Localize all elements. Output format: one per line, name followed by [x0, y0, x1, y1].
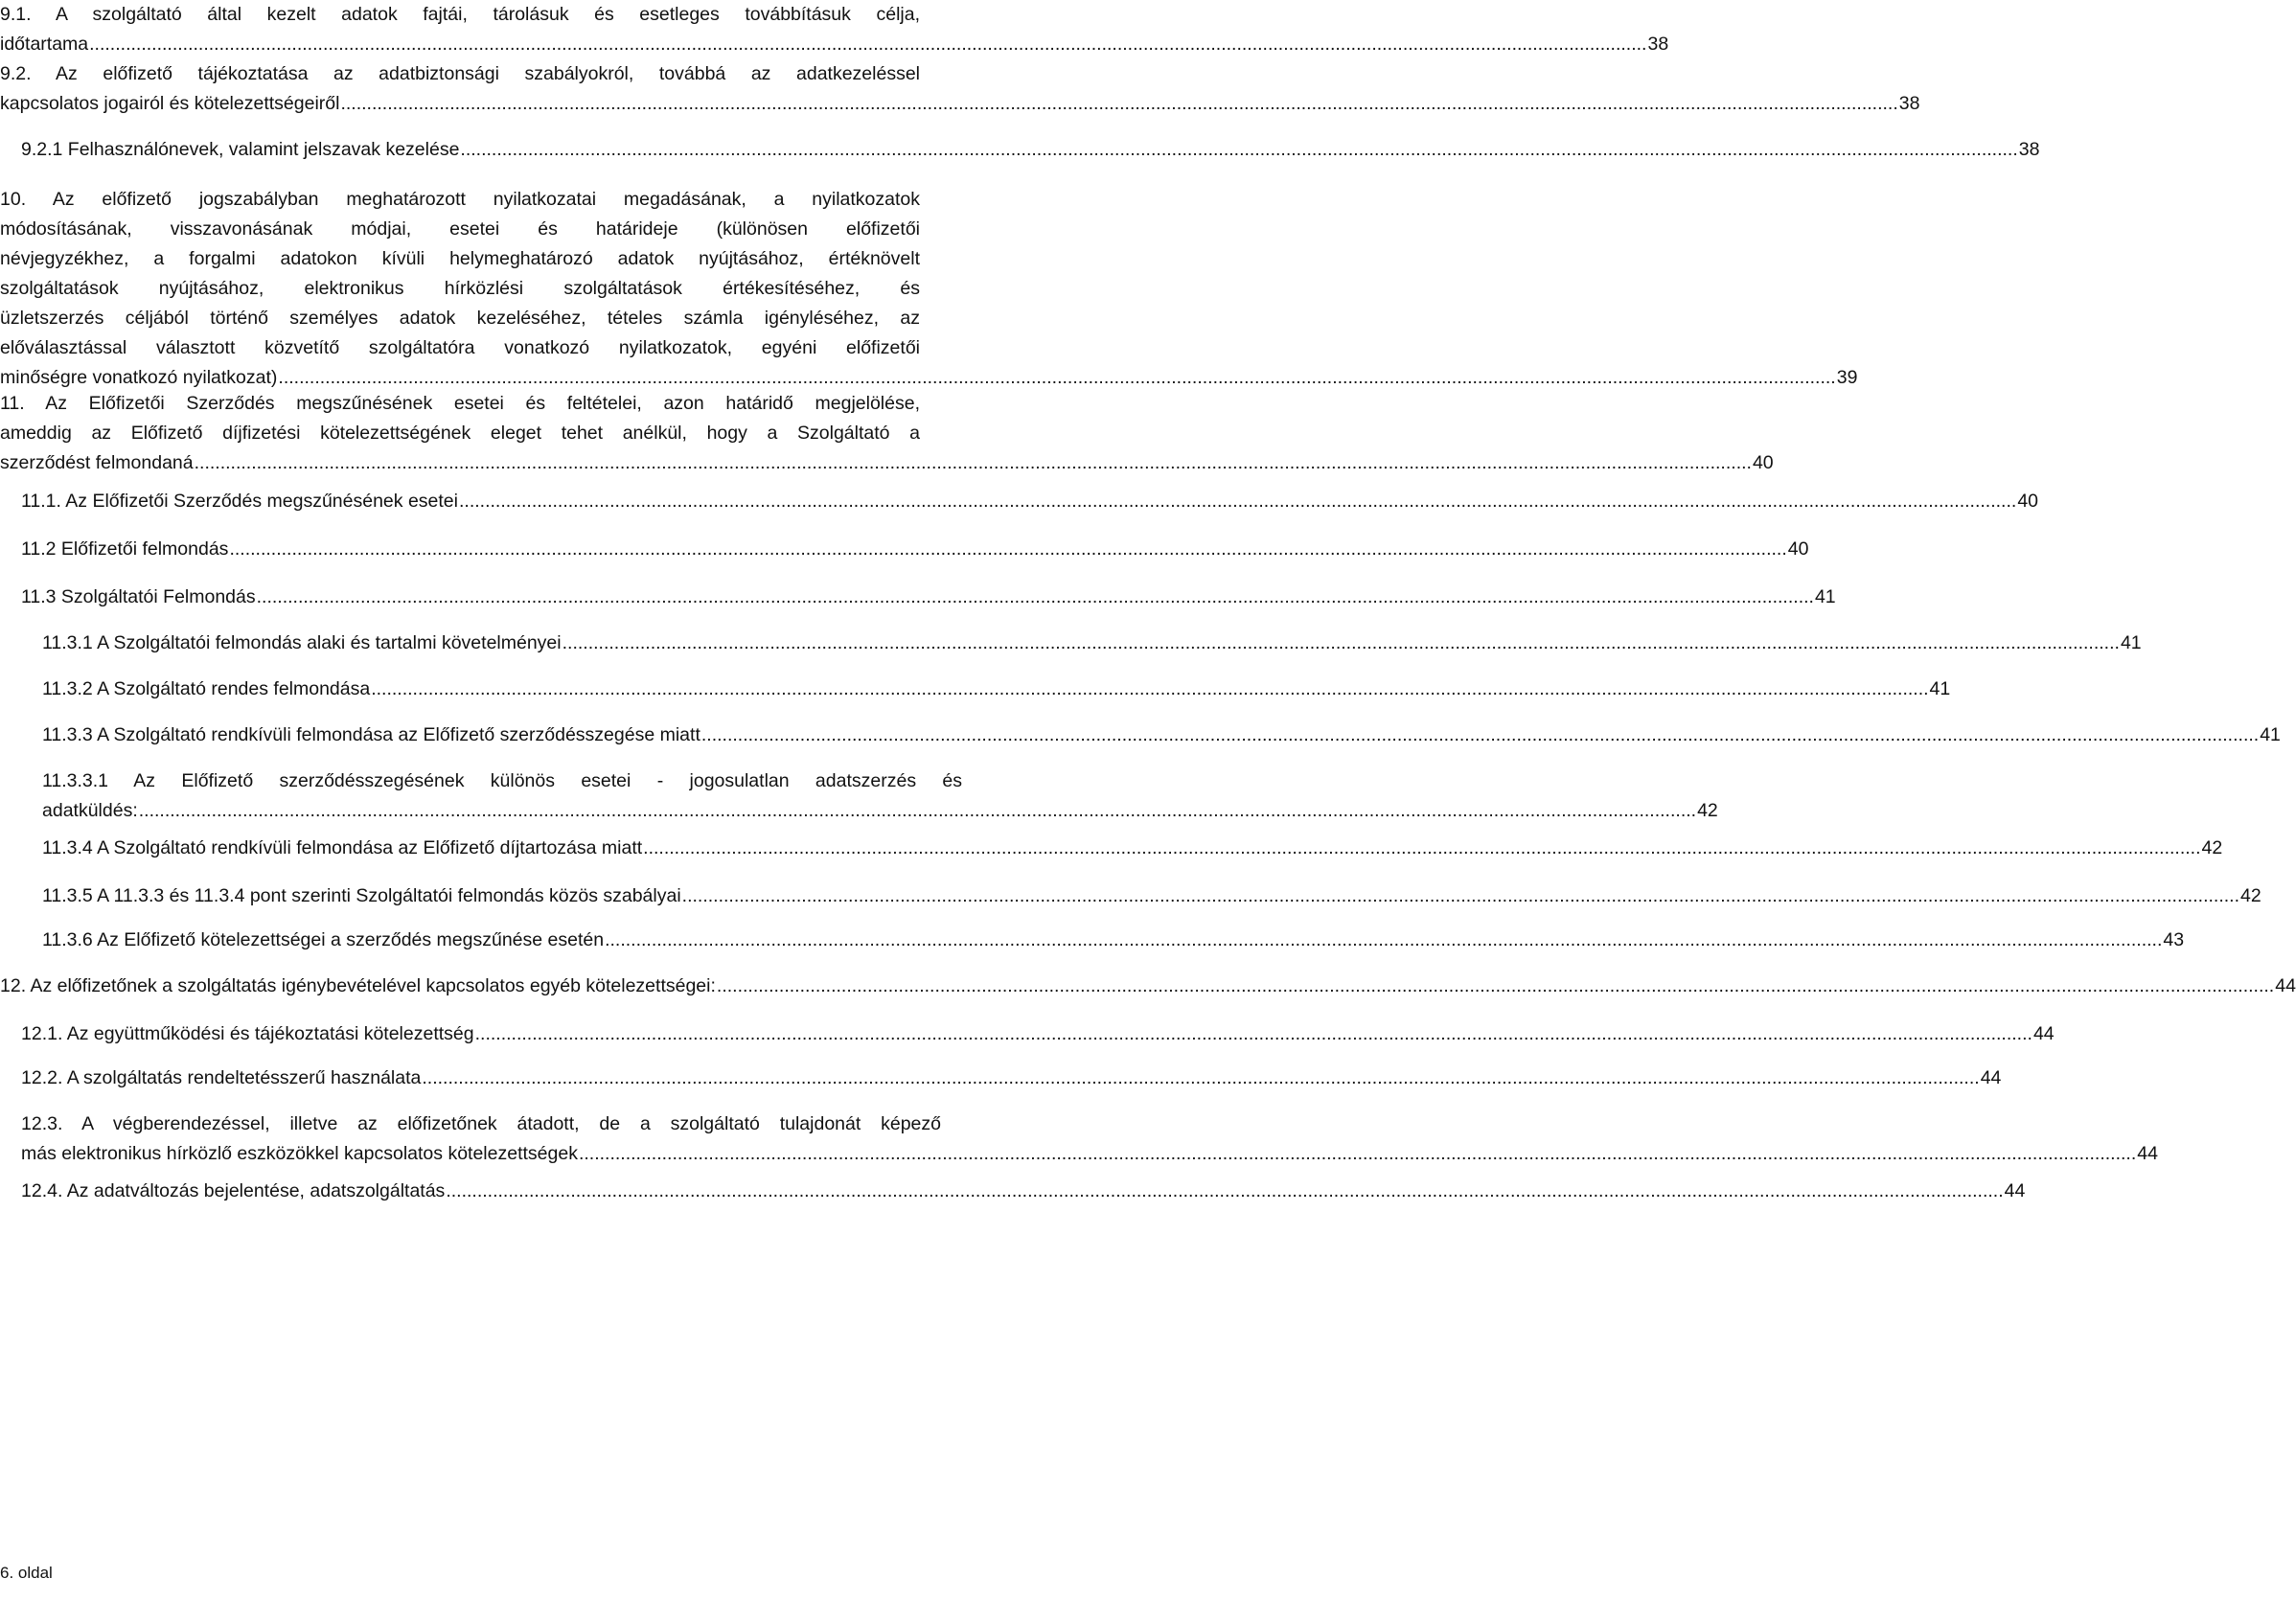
toc-entry[interactable]	[0, 1064, 2002, 1093]
toc-page-number: 38	[2018, 139, 2040, 160]
toc-page-number: 44	[2032, 1023, 2055, 1044]
dot-leader: ............................................................................................................................................................................................................................................................................................................	[643, 837, 2201, 858]
toc-entry-last-line	[0, 89, 1920, 119]
dot-leader: ............................................................................................................................................................................................................................................................................................................	[340, 93, 1898, 114]
toc-entry-line: módosításának, visszavonásának módjai, esetei és határideje (különösen előfizetői	[0, 218, 920, 240]
toc-entry-title: adatküldés:	[42, 800, 138, 821]
dot-leader: ............................................................................................................................................................................................................................................................................................................	[256, 586, 1814, 607]
page-number-footer: 6. oldal	[0, 1564, 53, 1582]
toc-entry-last-line	[42, 834, 2223, 863]
dot-leader: ............................................................................................................................................................................................................................................................................................................	[138, 800, 1697, 821]
toc-entry-title: 11.3.6 Az Előfizető kötelezettségei a szerződés megszűnése esetén	[42, 929, 605, 950]
toc-entry-title: kapcsolatos jogairól és kötelezettségeiről	[0, 93, 340, 114]
toc-entry[interactable]	[0, 185, 1858, 393]
toc-page-number: 40	[1787, 538, 1809, 560]
toc-entry-last-line	[42, 881, 2262, 911]
toc-entry-last-line	[21, 1019, 2055, 1049]
toc-entry-title: 11.3.1 A Szolgáltatói felmondás alaki és tartalmi követelményei	[42, 632, 562, 653]
toc-entry[interactable]	[0, 881, 2262, 911]
toc-entry-last-line	[0, 448, 1774, 478]
toc-entry[interactable]	[0, 135, 2040, 165]
toc-page-number: 44	[2004, 1180, 2026, 1201]
toc-entry-line: 11.3.3.1 Az Előfizető szerződésszegésének különös esetei - jogosulatlan adatszerzés és	[42, 770, 962, 791]
toc-page-number: 41	[1929, 678, 1951, 699]
toc-entry-title: 9.2.1 Felhasználónevek, valamint jelszavak kezelése	[21, 139, 460, 160]
toc-page-number: 41	[2260, 724, 2281, 745]
toc-page-number: 44	[1980, 1067, 2002, 1088]
dot-leader: ............................................................................................................................................................................................................................................................................................................	[460, 139, 2018, 160]
toc-entry-title: 12.2. A szolgáltatás rendeltetésszerű használata	[21, 1067, 422, 1088]
toc-page-number: 42	[2240, 885, 2262, 906]
toc-page-number: 42	[1697, 800, 1718, 821]
toc-entry-title: 11.3.2 A Szolgáltató rendes felmondása	[42, 678, 371, 699]
toc-entry-title: 12.1. Az együttműködési és tájékoztatási kötelezettség	[21, 1023, 474, 1044]
toc-entry-last-line	[21, 1177, 2026, 1206]
toc-entry-title: 12.4. Az adatváltozás bejelentése, adatszolgáltatás	[21, 1180, 446, 1201]
toc-entry-title: időtartama	[0, 34, 89, 55]
toc-page-number: 39	[1836, 367, 1858, 388]
toc-entry-title: 11.3.5 A 11.3.3 és 11.3.4 pont szerinti Szolgáltatói felmondás közös szabályai	[42, 885, 681, 906]
dot-leader: ............................................................................................................................................................................................................................................................................................................	[371, 678, 1929, 699]
toc-entry[interactable]	[0, 535, 1809, 564]
toc-entry-title: 11.2 Előfizetői felmondás	[21, 538, 229, 560]
toc-entry[interactable]	[0, 583, 1836, 612]
dot-leader: ............................................................................................................................................................................................................................................................................................................	[229, 538, 1787, 560]
toc-page-number: 40	[2017, 491, 2039, 512]
toc-page-number: 44	[2275, 975, 2296, 996]
toc-page-number: 44	[2137, 1143, 2158, 1164]
dot-leader: ............................................................................................................................................................................................................................................................................................................	[562, 632, 2120, 653]
toc-entry[interactable]	[0, 487, 2039, 516]
toc-page-number: 42	[2201, 837, 2223, 858]
toc-entry-line: üzletszerzés céljából történő személyes adatok kezeléséhez, tételes számla igényléséhez, az	[0, 308, 920, 329]
dot-leader: ............................................................................................................................................................................................................................................................................................................	[278, 367, 1836, 388]
toc-entry-last-line	[42, 629, 2142, 658]
toc-entry-title: 11.3 Szolgáltatói Felmondás	[21, 586, 256, 607]
toc-entry-line: 12.3. A végberendezéssel, illetve az előfizetőnek átadott, de a szolgáltató tulajdonát képező	[21, 1113, 941, 1134]
dot-leader: ............................................................................................................................................................................................................................................................................................................	[681, 885, 2239, 906]
toc-entry[interactable]	[0, 766, 1718, 826]
toc-entry[interactable]	[0, 1109, 2158, 1169]
toc-entry-last-line	[0, 30, 1669, 59]
toc-entry-line: előválasztással választott közvetítő szolgáltatóra vonatkozó nyilatkozatok, egyéni előfizetői	[0, 337, 920, 358]
toc-entry-title: 12. Az előfizetőnek a szolgáltatás igénybevételével kapcsolatos egyéb kötelezettségei:	[0, 975, 716, 996]
toc-page-number: 38	[1898, 93, 1920, 114]
toc-entry[interactable]	[0, 834, 2223, 863]
toc-entry-title: más elektronikus hírközlő eszközökkel kapcsolatos kötelezettségek	[21, 1143, 578, 1164]
toc-entry-line: névjegyzékhez, a forgalmi adatokon kívüli helymeghatározó adatok nyújtásához, értéknövelt	[0, 248, 920, 269]
toc-entry-last-line	[21, 535, 1809, 564]
toc-entry[interactable]	[0, 1177, 2026, 1206]
dot-leader: ............................................................................................................................................................................................................................................................................................................	[605, 929, 2163, 950]
toc-entry-title: 11.3.3 A Szolgáltató rendkívüli felmondása az Előfizető szerződésszegése miatt	[42, 724, 700, 745]
toc-entry-last-line	[42, 796, 1718, 826]
toc-entry-line: 10. Az előfizető jogszabályban meghatározott nyilatkozatai megadásának, a nyilatkozatok	[0, 189, 920, 210]
toc-entry[interactable]	[0, 1019, 2055, 1049]
toc-page-number: 38	[1647, 34, 1669, 55]
toc-page-number: 41	[1814, 586, 1836, 607]
toc-entry-title: minőségre vonatkozó nyilatkozat)	[0, 367, 278, 388]
toc-entry-last-line	[21, 1139, 2158, 1169]
dot-leader: ............................................................................................................................................................................................................................................................................................................	[716, 975, 2275, 996]
dot-leader: ............................................................................................................................................................................................................................................................................................................	[89, 34, 1647, 55]
toc-entry-last-line	[42, 926, 2185, 955]
toc-entry-last-line	[0, 972, 2296, 1001]
toc-entry[interactable]	[0, 720, 2281, 750]
toc-page-number: 40	[1752, 452, 1774, 473]
dot-leader: ............................................................................................................................................................................................................................................................................................................	[578, 1143, 2137, 1164]
toc-entry-last-line	[21, 487, 2039, 516]
toc-entry-title: 11.1. Az Előfizetői Szerződés megszűnésének esetei	[21, 491, 458, 512]
toc-entry-line: 9.1. A szolgáltató által kezelt adatok fajtái, tárolásuk és esetleges továbbításuk célja,	[0, 4, 920, 25]
dot-leader: ............................................................................................................................................................................................................................................................................................................	[194, 452, 1752, 473]
toc-entry-line: 9.2. Az előfizető tájékoztatása az adatbiztonsági szabályokról, továbbá az adatkezeléssel	[0, 63, 920, 84]
toc-entry[interactable]	[0, 629, 2142, 658]
dot-leader: ............................................................................................................................................................................................................................................................................................................	[700, 724, 2260, 745]
toc-entry-last-line	[42, 675, 1951, 704]
toc-entry-last-line	[21, 583, 1836, 612]
toc-entry-title: szerződést felmondaná	[0, 452, 194, 473]
toc-entry-line: 11. Az Előfizetői Szerződés megszűnésének esetei és feltételei, azon határidő megjelölése,	[0, 393, 920, 414]
toc-entry-title: 11.3.4 A Szolgáltató rendkívüli felmondása az Előfizető díjtartozása miatt	[42, 837, 643, 858]
toc-entry-last-line	[21, 135, 2040, 165]
toc-entry[interactable]	[0, 972, 2296, 1001]
toc-entry[interactable]	[0, 389, 1774, 478]
dot-leader: ............................................................................................................................................................................................................................................................................................................	[474, 1023, 2032, 1044]
toc-entry-last-line	[42, 720, 2281, 750]
toc-entry[interactable]	[0, 0, 1669, 59]
toc-page-number: 41	[2120, 632, 2142, 653]
toc-entry-line: ameddig az Előfizető díjfizetési kötelezettségének eleget tehet anélkül, hogy a Szolgáltató a	[0, 423, 920, 444]
toc-entry-line: szolgáltatások nyújtásához, elektronikus hírközlési szolgáltatások értékesítéséhez, és	[0, 278, 920, 299]
toc-entry[interactable]	[0, 675, 1951, 704]
toc-entry[interactable]	[0, 59, 1920, 119]
dot-leader: ............................................................................................................................................................................................................................................................................................................	[446, 1180, 2004, 1201]
toc-entry[interactable]	[0, 926, 2185, 955]
dot-leader: ............................................................................................................................................................................................................................................................................................................	[422, 1067, 1980, 1088]
toc-entry-last-line	[21, 1064, 2002, 1093]
toc-page-number: 43	[2163, 929, 2185, 950]
dot-leader: ............................................................................................................................................................................................................................................................................................................	[458, 491, 2017, 512]
